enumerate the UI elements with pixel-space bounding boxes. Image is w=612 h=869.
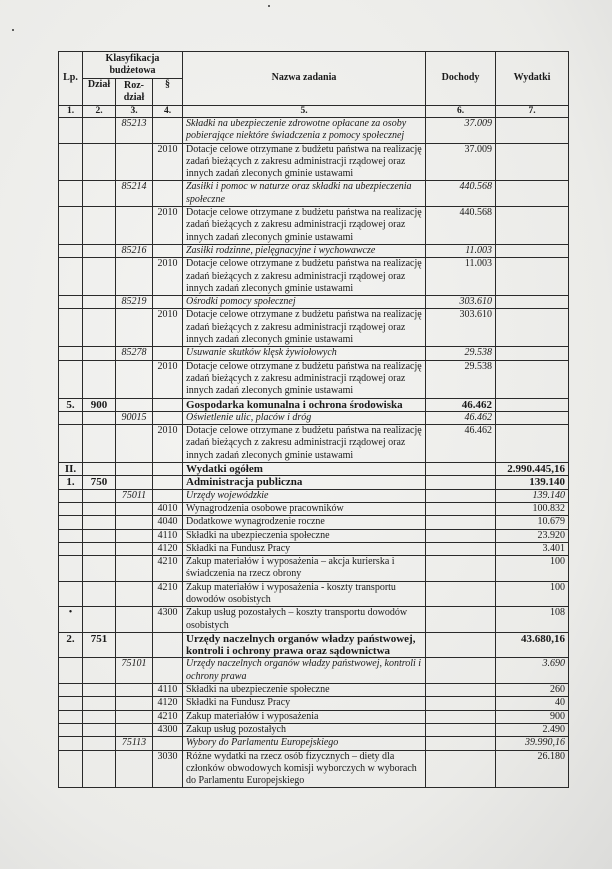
row-paragraf: 2010 xyxy=(153,425,183,463)
row-rozdzial xyxy=(116,463,153,476)
row-rozdzial xyxy=(116,309,153,347)
row-paragraf: 4120 xyxy=(153,697,183,710)
row-lp xyxy=(59,697,83,710)
row-rozdzial xyxy=(116,360,153,398)
row-lp xyxy=(59,118,83,144)
row-wydatki xyxy=(496,118,569,144)
table-row xyxy=(59,476,569,489)
row-paragraf xyxy=(153,489,183,502)
row-wydatki: 10.679 xyxy=(496,516,569,529)
row-wydatki: 139.140 xyxy=(496,476,569,489)
row-paragraf: 3030 xyxy=(153,750,183,788)
row-rozdzial xyxy=(116,684,153,697)
row-dzial xyxy=(83,425,116,463)
row-wydatki: 900 xyxy=(496,710,569,723)
row-paragraf xyxy=(153,398,183,411)
row-lp: 5. xyxy=(59,398,83,411)
table-row xyxy=(59,710,569,723)
row-dochody xyxy=(426,502,496,515)
row-name: Zakup materiałów i wyposażenia xyxy=(183,710,426,723)
table-row xyxy=(59,556,569,582)
table-row xyxy=(59,529,569,542)
row-paragraf xyxy=(153,658,183,684)
header-lp: Lp. xyxy=(59,52,83,106)
row-rozdzial xyxy=(116,607,153,633)
row-dzial xyxy=(83,118,116,144)
row-dzial xyxy=(83,181,116,207)
row-rozdzial xyxy=(116,581,153,607)
row-dochody xyxy=(426,463,496,476)
table-row xyxy=(59,607,569,633)
row-wydatki: 2.490 xyxy=(496,723,569,736)
row-dochody: 29.538 xyxy=(426,360,496,398)
table-row xyxy=(59,516,569,529)
row-name: Dodatkowe wynagrodzenie roczne xyxy=(183,516,426,529)
row-dzial xyxy=(83,411,116,424)
row-paragraf: 4110 xyxy=(153,529,183,542)
row-name: Składki na Fundusz Pracy xyxy=(183,542,426,555)
row-name: Dotacje celowe otrzymane z budżetu państwa na realizację zadań bieżących z zakresu administracji rządowej oraz innych zadań zleconych gminie ustawami xyxy=(183,207,426,245)
row-wydatki xyxy=(496,347,569,360)
table-row xyxy=(59,581,569,607)
row-rozdzial xyxy=(116,710,153,723)
row-dochody: 46.462 xyxy=(426,425,496,463)
row-dzial xyxy=(83,207,116,245)
row-dzial: 751 xyxy=(83,632,116,658)
row-name: Gospodarka komunalna i ochrona środowiska xyxy=(183,398,426,411)
row-dzial: 750 xyxy=(83,476,116,489)
row-dzial xyxy=(83,463,116,476)
row-rozdzial xyxy=(116,529,153,542)
row-lp xyxy=(59,502,83,515)
table-row xyxy=(59,684,569,697)
row-lp xyxy=(59,347,83,360)
row-dochody xyxy=(426,723,496,736)
row-dochody: 440.568 xyxy=(426,181,496,207)
row-name: Zakup usług pozostałych – koszty transportu dowodów osobistych xyxy=(183,607,426,633)
row-wydatki xyxy=(496,425,569,463)
row-dzial xyxy=(83,309,116,347)
row-dzial xyxy=(83,658,116,684)
row-paragraf: 4040 xyxy=(153,516,183,529)
row-wydatki xyxy=(496,207,569,245)
row-paragraf: 4210 xyxy=(153,710,183,723)
table-row xyxy=(59,750,569,788)
row-dzial: 900 xyxy=(83,398,116,411)
row-name: Dotacje celowe otrzymane z budżetu państwa na realizację zadań bieżących z zakresu administracji rządowej oraz innych zadań zleconych gminie ustawami xyxy=(183,309,426,347)
row-dochody: 37.009 xyxy=(426,118,496,144)
row-dzial xyxy=(83,684,116,697)
table-row xyxy=(59,258,569,296)
row-name: Dotacje celowe otrzymane z budżetu państwa na realizację zadań bieżących z zakresu administracji rządowej oraz innych zadań zleconych gminie ustawami xyxy=(183,425,426,463)
row-lp xyxy=(59,529,83,542)
colnum: 6. xyxy=(426,106,496,118)
row-rozdzial xyxy=(116,398,153,411)
table-row xyxy=(59,207,569,245)
colnum: 1. xyxy=(59,106,83,118)
table-row xyxy=(59,737,569,750)
colnum: 3. xyxy=(116,106,153,118)
colnum: 7. xyxy=(496,106,569,118)
row-dochody xyxy=(426,581,496,607)
row-paragraf: 2010 xyxy=(153,258,183,296)
table-body xyxy=(59,118,569,788)
scan-speck xyxy=(268,5,270,7)
row-dochody xyxy=(426,737,496,750)
row-dzial xyxy=(83,750,116,788)
row-dzial xyxy=(83,581,116,607)
row-wydatki xyxy=(496,309,569,347)
row-lp xyxy=(59,360,83,398)
row-paragraf xyxy=(153,296,183,309)
row-name: Zasiłki i pomoc w naturze oraz składki na ubezpieczenia społeczne xyxy=(183,181,426,207)
row-rozdzial: 85214 xyxy=(116,181,153,207)
row-lp xyxy=(59,737,83,750)
row-wydatki: 260 xyxy=(496,684,569,697)
row-paragraf: 4120 xyxy=(153,542,183,555)
row-wydatki xyxy=(496,181,569,207)
row-wydatki: 40 xyxy=(496,697,569,710)
row-name: Składki na Fundusz Pracy xyxy=(183,697,426,710)
row-dzial xyxy=(83,516,116,529)
row-dochody: 303.610 xyxy=(426,309,496,347)
row-lp: II. xyxy=(59,463,83,476)
row-dzial xyxy=(83,529,116,542)
row-lp xyxy=(59,581,83,607)
row-dzial xyxy=(83,502,116,515)
colnum: 2. xyxy=(83,106,116,118)
row-dochody: 29.538 xyxy=(426,347,496,360)
row-paragraf: 2010 xyxy=(153,360,183,398)
row-wydatki xyxy=(496,360,569,398)
table-row xyxy=(59,411,569,424)
column-number-row xyxy=(59,106,569,118)
row-paragraf: 4210 xyxy=(153,556,183,582)
row-rozdzial xyxy=(116,556,153,582)
row-dzial xyxy=(83,258,116,296)
row-name: Dotacje celowe otrzymane z budżetu państwa na realizację zadań bieżących z zakresu administracji rządowej oraz innych zadań zleconych gminie ustawami xyxy=(183,360,426,398)
row-lp xyxy=(59,658,83,684)
row-wydatki: 139.140 xyxy=(496,489,569,502)
table-row xyxy=(59,360,569,398)
row-lp xyxy=(59,723,83,736)
scan-speck xyxy=(12,29,14,31)
row-wydatki: 108 xyxy=(496,607,569,633)
row-dochody xyxy=(426,529,496,542)
row-dzial xyxy=(83,556,116,582)
row-wydatki xyxy=(496,143,569,181)
row-paragraf xyxy=(153,411,183,424)
row-lp xyxy=(59,684,83,697)
row-paragraf: 4210 xyxy=(153,581,183,607)
row-lp xyxy=(59,258,83,296)
row-name: Urzędy naczelnych organów władzy państwowej, kontroli i ochrony prawa oraz sądownictwa xyxy=(183,632,426,658)
row-name: Dotacje celowe otrzymane z budżetu państwa na realizację zadań bieżących z zakresu administracji rządowej oraz innych zadań zleconych gminie ustawami xyxy=(183,258,426,296)
table-row xyxy=(59,181,569,207)
row-name: Urzędy wojewódzkie xyxy=(183,489,426,502)
row-paragraf: 4110 xyxy=(153,684,183,697)
row-paragraf: 2010 xyxy=(153,207,183,245)
table-row xyxy=(59,632,569,658)
row-dochody xyxy=(426,516,496,529)
row-name: Zakup materiałów i wyposażenia - koszty transportu dowodów osobistych xyxy=(183,581,426,607)
row-dzial xyxy=(83,244,116,257)
row-lp xyxy=(59,750,83,788)
row-paragraf xyxy=(153,632,183,658)
row-wydatki xyxy=(496,411,569,424)
row-name: Zakup materiałów i wyposażenia – akcja kurierska i świadczenia na rzecz obrony xyxy=(183,556,426,582)
row-lp xyxy=(59,516,83,529)
row-lp xyxy=(59,489,83,502)
table-row xyxy=(59,118,569,144)
row-rozdzial xyxy=(116,697,153,710)
row-wydatki: 3.401 xyxy=(496,542,569,555)
row-rozdzial xyxy=(116,143,153,181)
row-paragraf: 2010 xyxy=(153,143,183,181)
row-dochody: 11.003 xyxy=(426,258,496,296)
row-rozdzial xyxy=(116,632,153,658)
row-dochody xyxy=(426,632,496,658)
row-name: Składki na ubezpieczenie zdrowotne opłacane za osoby pobierające niektóre świadczenia z pomocy społecznej xyxy=(183,118,426,144)
table-row xyxy=(59,244,569,257)
row-paragraf xyxy=(153,347,183,360)
row-name: Dotacje celowe otrzymane z budżetu państwa na realizację zadań bieżących z zakresu administracji rządowej oraz innych zadań zleconych gminie ustawami xyxy=(183,143,426,181)
row-dzial xyxy=(83,723,116,736)
row-name: Oświetlenie ulic, placów i dróg xyxy=(183,411,426,424)
row-paragraf xyxy=(153,181,183,207)
row-dzial xyxy=(83,347,116,360)
row-lp: • xyxy=(59,607,83,633)
row-rozdzial: 85213 xyxy=(116,118,153,144)
row-dzial xyxy=(83,737,116,750)
row-rozdzial: 75011 xyxy=(116,489,153,502)
table-row xyxy=(59,489,569,502)
header-row xyxy=(59,52,569,79)
row-lp xyxy=(59,296,83,309)
row-wydatki: 26.180 xyxy=(496,750,569,788)
row-dochody xyxy=(426,750,496,788)
header-nazwa: Nazwa zadania xyxy=(183,52,426,106)
row-dochody xyxy=(426,697,496,710)
row-dzial xyxy=(83,710,116,723)
row-dzial xyxy=(83,296,116,309)
row-lp xyxy=(59,556,83,582)
row-paragraf xyxy=(153,118,183,144)
row-lp xyxy=(59,411,83,424)
table-row xyxy=(59,398,569,411)
row-lp xyxy=(59,710,83,723)
row-rozdzial: 75113 xyxy=(116,737,153,750)
table-row xyxy=(59,347,569,360)
row-dochody xyxy=(426,489,496,502)
row-dzial xyxy=(83,489,116,502)
row-name: Różne wydatki na rzecz osób fizycznych – diety dla członków obwodowych komisji wyborczych w wyborach do Parlamentu Europejskiego xyxy=(183,750,426,788)
row-paragraf xyxy=(153,476,183,489)
table-row xyxy=(59,658,569,684)
row-dochody xyxy=(426,542,496,555)
row-rozdzial xyxy=(116,750,153,788)
row-paragraf: 2010 xyxy=(153,309,183,347)
row-dochody: 303.610 xyxy=(426,296,496,309)
row-lp: 2. xyxy=(59,632,83,658)
row-dochody xyxy=(426,476,496,489)
row-dzial xyxy=(83,360,116,398)
table-row xyxy=(59,463,569,476)
row-paragraf: 4300 xyxy=(153,723,183,736)
row-rozdzial xyxy=(116,502,153,515)
row-name: Ośrodki pomocy społecznej xyxy=(183,296,426,309)
row-wydatki xyxy=(496,258,569,296)
row-wydatki: 100.832 xyxy=(496,502,569,515)
row-dochody: 11.003 xyxy=(426,244,496,257)
row-wydatki xyxy=(496,398,569,411)
row-dochody xyxy=(426,556,496,582)
row-name: Wydatki ogółem xyxy=(183,463,426,476)
row-rozdzial xyxy=(116,258,153,296)
row-dochody: 46.462 xyxy=(426,411,496,424)
row-rozdzial xyxy=(116,207,153,245)
row-rozdzial: 85219 xyxy=(116,296,153,309)
row-dochody xyxy=(426,658,496,684)
row-lp xyxy=(59,425,83,463)
colnum: 5. xyxy=(183,106,426,118)
row-wydatki xyxy=(496,296,569,309)
row-dochody: 440.568 xyxy=(426,207,496,245)
row-paragraf: 4300 xyxy=(153,607,183,633)
row-dzial xyxy=(83,542,116,555)
header-rozdzial: Roz-dział xyxy=(116,79,153,106)
header-paragraf: § xyxy=(153,79,183,106)
budget-table xyxy=(58,51,569,788)
table-row xyxy=(59,542,569,555)
row-rozdzial: 85278 xyxy=(116,347,153,360)
row-wydatki: 100 xyxy=(496,556,569,582)
row-lp xyxy=(59,143,83,181)
table-row xyxy=(59,296,569,309)
row-dochody xyxy=(426,607,496,633)
row-name: Wybory do Parlamentu Europejskiego xyxy=(183,737,426,750)
row-rozdzial xyxy=(116,425,153,463)
row-name: Wynagrodzenia osobowe pracowników xyxy=(183,502,426,515)
row-name: Zasiłki rodzinne, pielęgnacyjne i wychowawcze xyxy=(183,244,426,257)
row-dochody xyxy=(426,710,496,723)
colnum: 4. xyxy=(153,106,183,118)
row-wydatki xyxy=(496,244,569,257)
row-dochody xyxy=(426,684,496,697)
header-dochody: Dochody xyxy=(426,52,496,106)
row-lp xyxy=(59,244,83,257)
table-row xyxy=(59,697,569,710)
header-dzial: Dział xyxy=(83,79,116,106)
row-dochody: 37.009 xyxy=(426,143,496,181)
header-wydatki: Wydatki xyxy=(496,52,569,106)
row-paragraf xyxy=(153,737,183,750)
row-rozdzial xyxy=(116,476,153,489)
row-dzial xyxy=(83,697,116,710)
row-paragraf xyxy=(153,244,183,257)
row-dzial xyxy=(83,143,116,181)
row-lp xyxy=(59,181,83,207)
row-rozdzial xyxy=(116,723,153,736)
header-klasyfikacja: Klasyfikacja budżetowa xyxy=(83,52,183,79)
row-name: Usuwanie skutków klęsk żywiołowych xyxy=(183,347,426,360)
row-rozdzial: 90015 xyxy=(116,411,153,424)
row-lp xyxy=(59,542,83,555)
row-rozdzial: 85216 xyxy=(116,244,153,257)
row-name: Składki na ubezpieczenie społeczne xyxy=(183,684,426,697)
row-wydatki: 3.690 xyxy=(496,658,569,684)
row-wydatki: 100 xyxy=(496,581,569,607)
row-name: Administracja publiczna xyxy=(183,476,426,489)
row-wydatki: 23.920 xyxy=(496,529,569,542)
row-wydatki: 43.680,16 xyxy=(496,632,569,658)
row-paragraf: 4010 xyxy=(153,502,183,515)
row-wydatki: 39.990,16 xyxy=(496,737,569,750)
table-row xyxy=(59,309,569,347)
row-name: Urzędy naczelnych organów władzy państwowej, kontroli i ochrony prawa xyxy=(183,658,426,684)
row-rozdzial xyxy=(116,516,153,529)
row-dzial xyxy=(83,607,116,633)
table-row xyxy=(59,723,569,736)
row-rozdzial xyxy=(116,542,153,555)
row-lp: 1. xyxy=(59,476,83,489)
row-paragraf xyxy=(153,463,183,476)
row-lp xyxy=(59,207,83,245)
row-rozdzial: 75101 xyxy=(116,658,153,684)
table-row xyxy=(59,502,569,515)
row-dochody: 46.462 xyxy=(426,398,496,411)
table-row xyxy=(59,143,569,181)
row-wydatki: 2.990.445,16 xyxy=(496,463,569,476)
row-name: Składki na ubezpieczenia społeczne xyxy=(183,529,426,542)
row-name: Zakup usług pozostałych xyxy=(183,723,426,736)
row-lp xyxy=(59,309,83,347)
table-row xyxy=(59,425,569,463)
